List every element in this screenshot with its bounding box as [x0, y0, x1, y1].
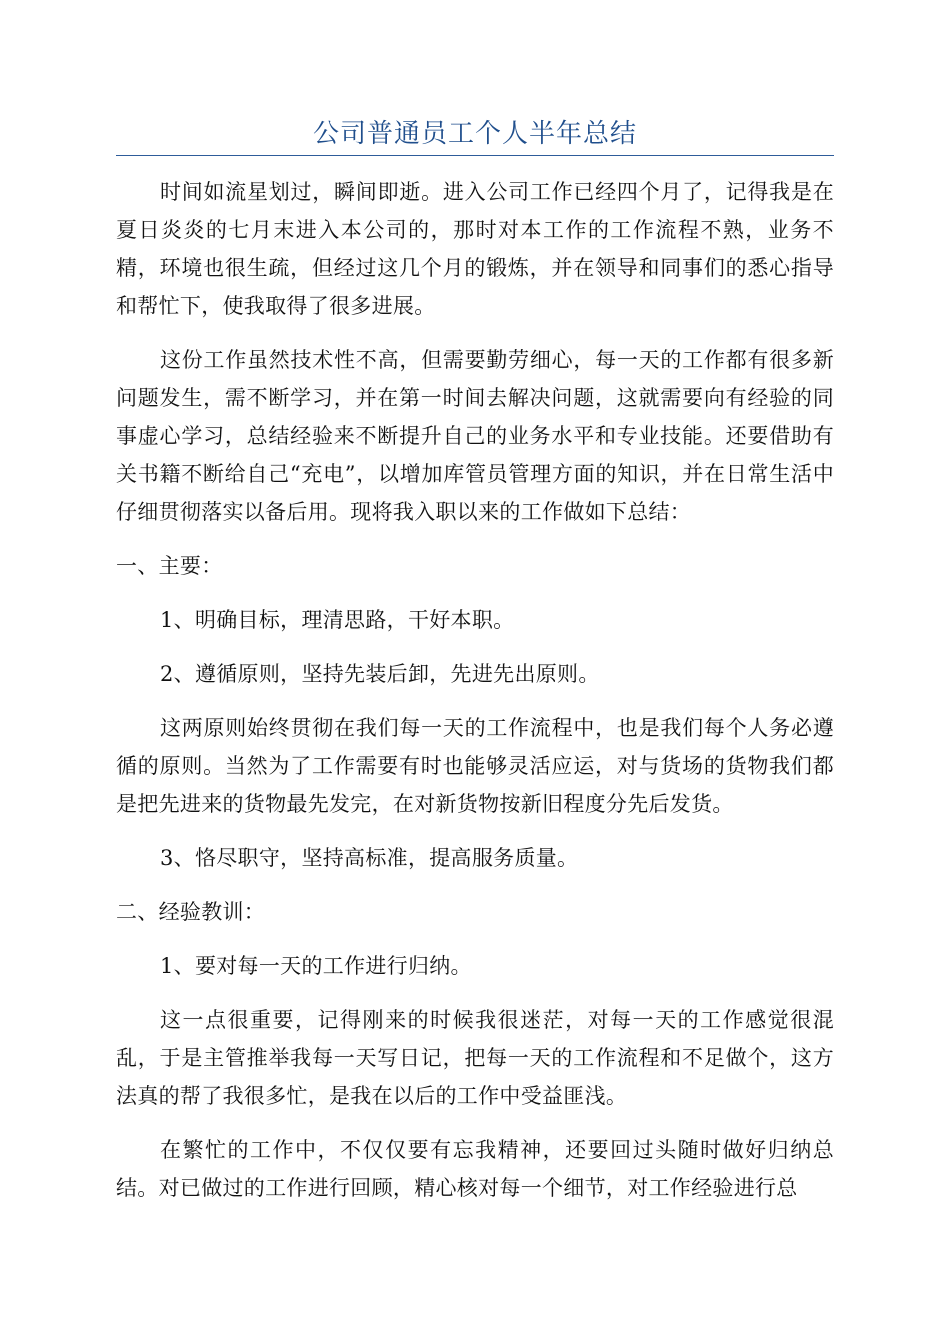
paragraph-work-overview: 这份工作虽然技术性不高，但需要勤劳细心，每一天的工作都有很多新问题发生，需不断学习，并在第一时间去解决问题，这就需要向有经验的同事虚心学习，总结经验来不断提升自己的业务水平和专业技能。还要借助有关书籍不断给自己“充电”，以增加库管员管理方面的知识，并在日常生活中仔细贯彻落实以备后用。现将我入职以来的工作做如下总结：	[116, 348, 834, 524]
lesson-item-1: 1、要对每一天的工作进行归纳。	[160, 954, 472, 978]
list-item-2: 2、遵循原则，坚持先装后卸，先进先出原则。	[160, 662, 600, 686]
paragraph-diary: 这一点很重要，记得刚来的时候我很迷茫，对每一天的工作感觉很混乱，于是主管推举我每一天写日记，把每一天的工作流程和不足做个，这方法真的帮了我很多忙，是我在以后的工作中受益匪浅。	[116, 1008, 834, 1108]
list-item-1: 1、明确目标，理清思路，干好本职。	[160, 608, 515, 632]
paragraph-summary: 在繁忙的工作中，不仅仅要有忘我精神，还要回过头随时做好归纳总结。对已做过的工作进行回顾，精心核对每一个细节，对工作经验进行总	[116, 1138, 834, 1200]
document-body	[116, 173, 834, 1207]
list-item-3: 3、恪尽职守，坚持高标准，提高服务质量。	[160, 846, 579, 870]
document-title: 公司普通员工个人半年总结	[312, 119, 637, 149]
section-heading-main: 一、主要：	[116, 554, 223, 578]
paragraph-intro: 时间如流星划过，瞬间即逝。进入公司工作已经四个月了，记得我是在夏日炎炎的七月末进入本公司的，那时对本工作的工作流程不熟，业务不精，环境也很生疏，但经过这几个月的锻炼，并在领导和同事们的悉心指导和帮忙下，使我取得了很多进展。	[116, 180, 834, 318]
section-heading-lessons: 二、经验教训：	[116, 900, 266, 924]
title-underline	[116, 155, 834, 156]
paragraph-principles: 这两原则始终贯彻在我们每一天的工作流程中，也是我们每个人务必遵循的原则。当然为了工作需要有时也能够灵活应运，对与货场的货物我们都是把先进来的货物最先发完，在对新货物按新旧程度分先后发货。	[116, 716, 834, 816]
